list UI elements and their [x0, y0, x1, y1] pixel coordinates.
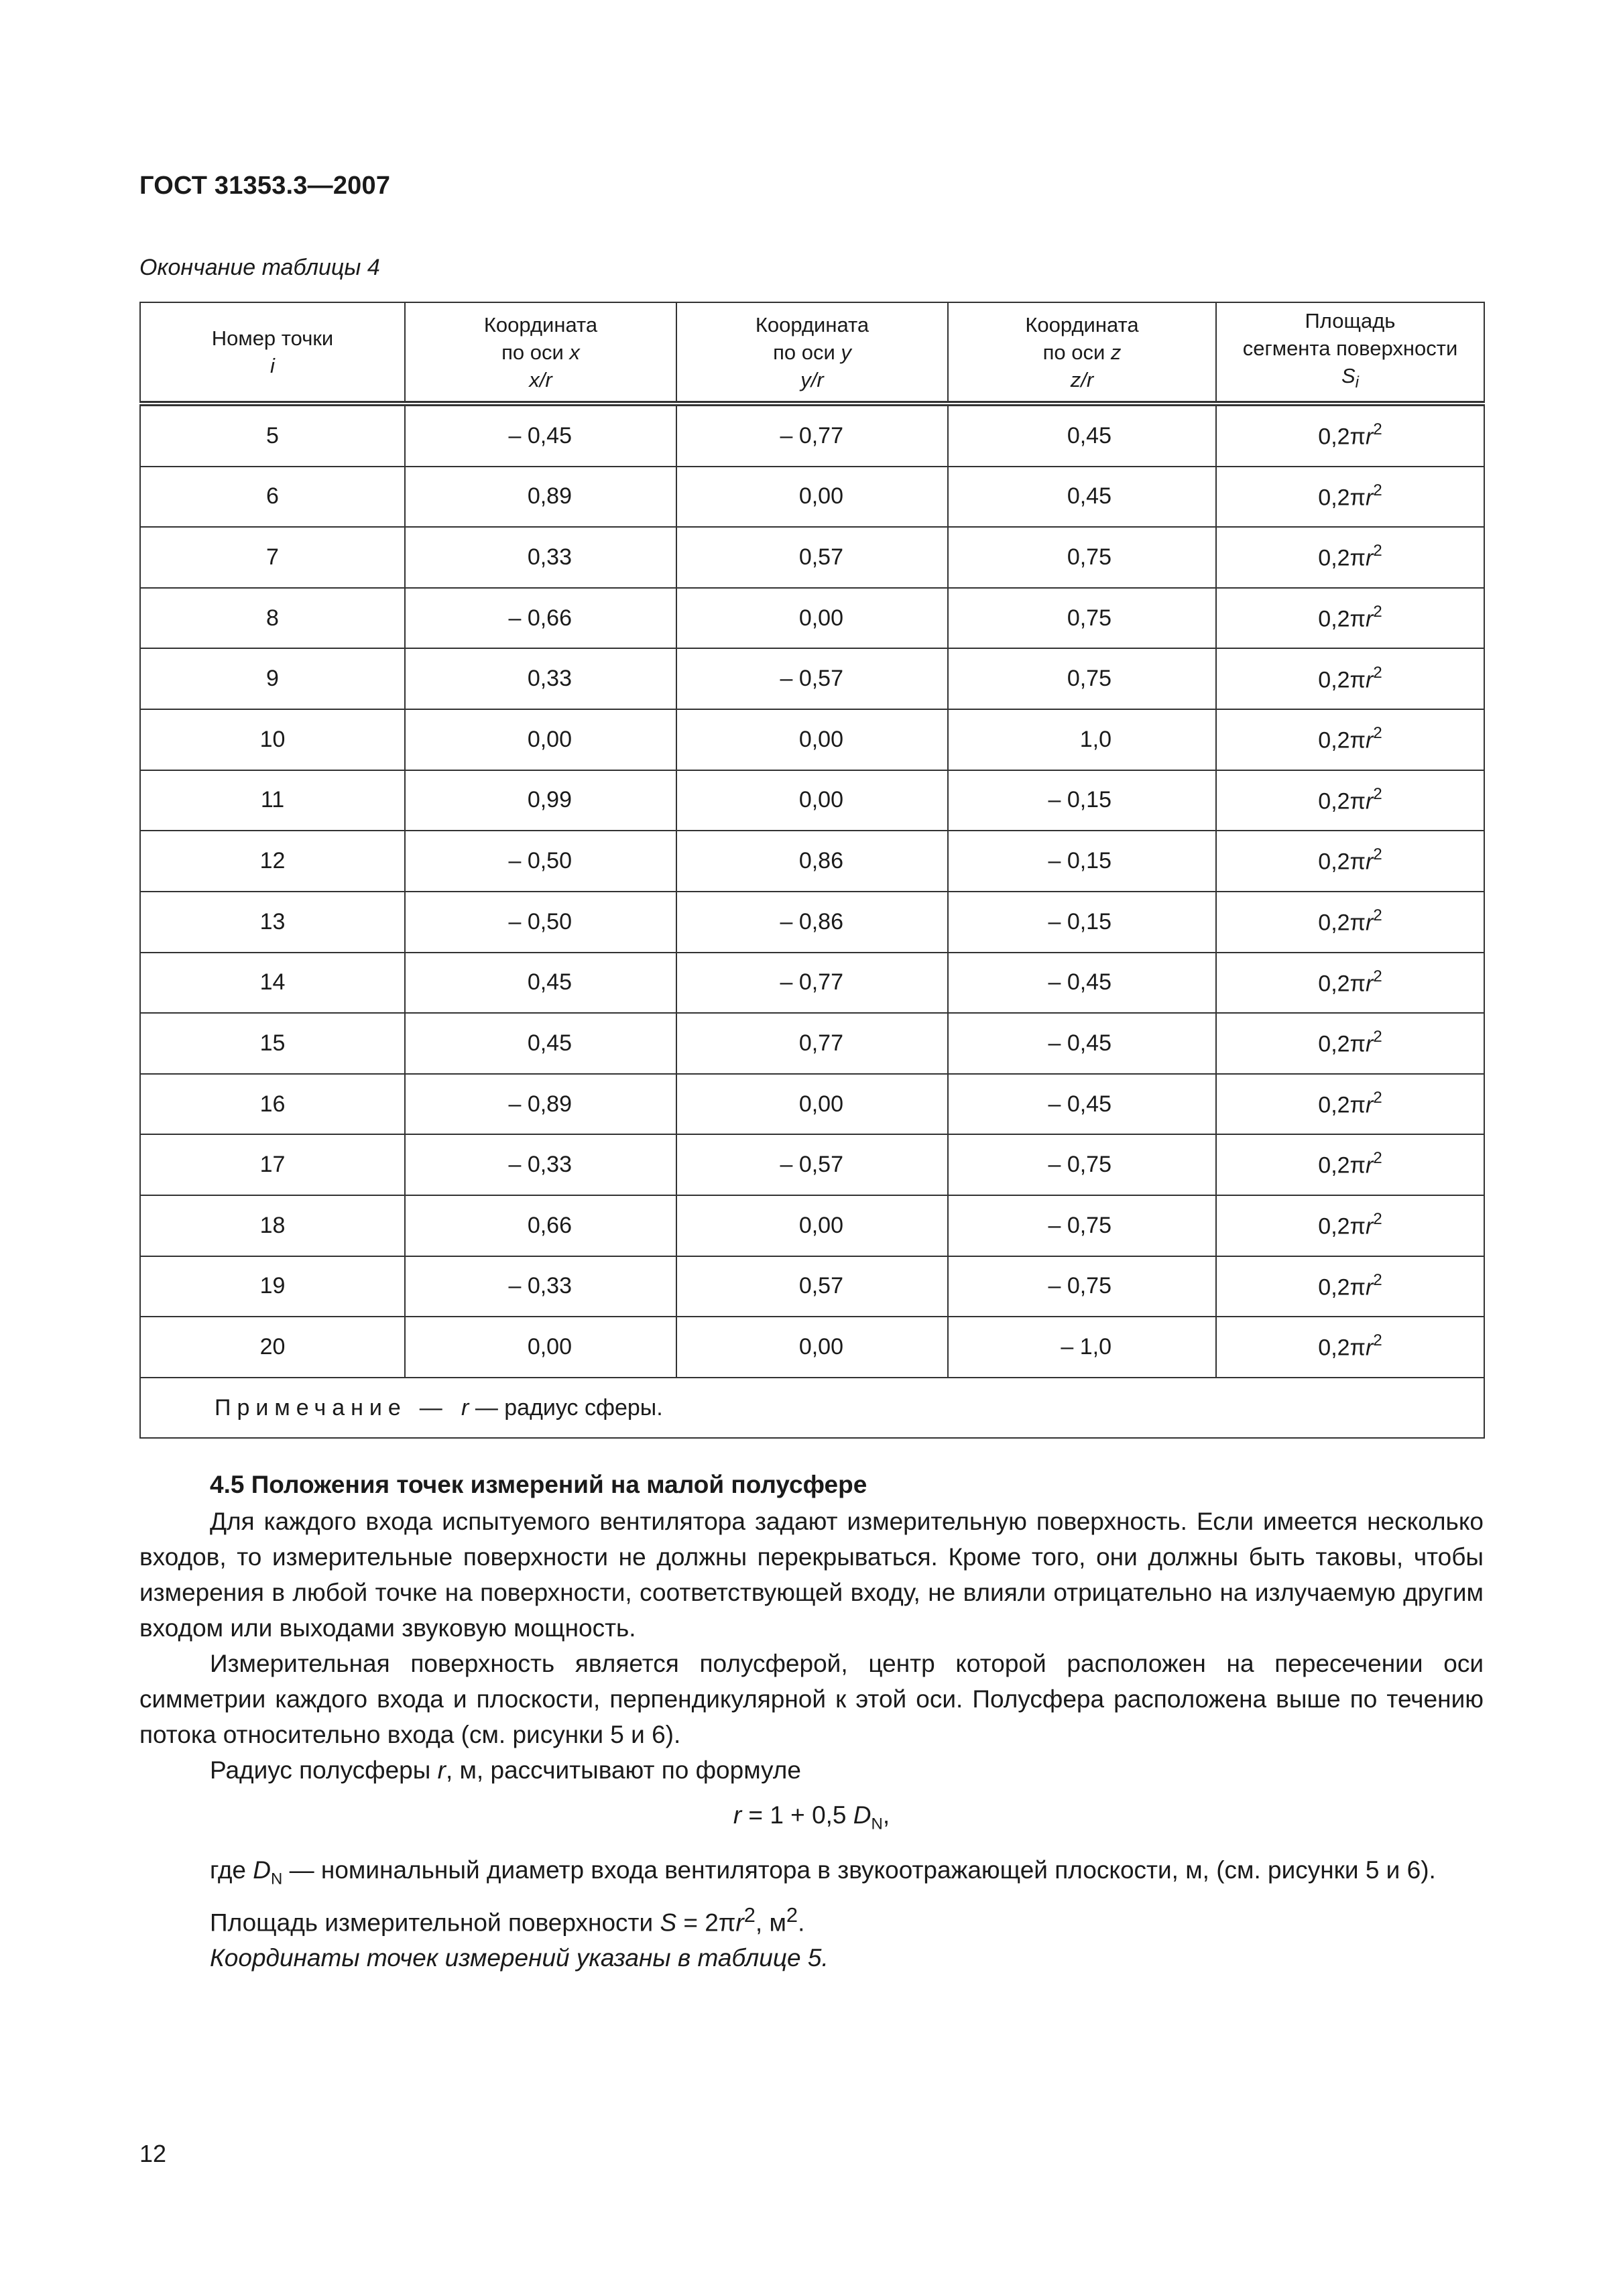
math-variable: r [735, 1909, 744, 1937]
math-exponent: 2 [786, 1902, 798, 1927]
header-symbol: z/r [1070, 367, 1094, 391]
area-exponent: 2 [1373, 1028, 1382, 1046]
document-code: ГОСТ 31353.3—2007 [139, 172, 391, 200]
table-caption: Окончание таблицы 4 [139, 255, 380, 280]
cell-y: 0,00 [676, 1074, 948, 1135]
header-axis: по оси y [773, 340, 851, 364]
cell-x: 0,45 [405, 1013, 676, 1074]
cell-z: – 0,45 [948, 1013, 1216, 1074]
cell-point-number: 9 [140, 648, 405, 709]
table-row [140, 1256, 1484, 1317]
area-variable: r [1366, 1092, 1374, 1118]
area-coefficient: 0,2π [1318, 1213, 1366, 1240]
cell-z: – 0,15 [948, 892, 1216, 953]
area-variable: r [1366, 666, 1374, 692]
area-exponent: 2 [1373, 784, 1382, 803]
area-variable: r [1366, 1213, 1374, 1240]
area-coefficient: 0,2π [1318, 910, 1366, 936]
cell-point-number: 17 [140, 1134, 405, 1195]
area-exponent: 2 [1373, 845, 1382, 864]
header-text: Координата [1025, 312, 1139, 337]
cell-y: – 0,77 [676, 404, 948, 467]
cell-y: 0,00 [676, 467, 948, 528]
header-symbol: $S_i$ [1341, 364, 1360, 392]
text-run: , м, рассчитывают по формуле [445, 1756, 801, 1784]
area-variable: r [1366, 727, 1374, 753]
cell-y: 0,86 [676, 831, 948, 892]
text-run: Площадь измерительной поверхности [210, 1909, 660, 1937]
cell-x: – 0,50 [405, 831, 676, 892]
cell-y: 0,00 [676, 709, 948, 770]
table-row [140, 467, 1484, 528]
table-row [140, 1134, 1484, 1195]
math-variable: r [733, 1801, 742, 1829]
cell-z: 0,75 [948, 648, 1216, 709]
cell-y: 0,00 [676, 588, 948, 649]
area-coefficient: 0,2π [1318, 424, 1366, 450]
table-row [140, 831, 1484, 892]
radius-formula [139, 1797, 1484, 1841]
cell-point-number: 18 [140, 1195, 405, 1256]
column-header-y [676, 302, 948, 404]
cell-area [1216, 1256, 1484, 1317]
area-exponent: 2 [1373, 1270, 1382, 1289]
math-variable: S [660, 1909, 677, 1937]
area-exponent: 2 [1373, 724, 1382, 743]
area-coefficient: 0,2π [1318, 1335, 1366, 1361]
cell-x: – 0,33 [405, 1134, 676, 1195]
cell-z: – 1,0 [948, 1317, 1216, 1378]
math-subscript: N [871, 1815, 883, 1833]
area-exponent: 2 [1373, 420, 1382, 439]
header-text: Координата [483, 312, 598, 337]
area-coefficient: 0,2π [1318, 970, 1366, 996]
math-exponent: 2 [743, 1902, 756, 1927]
area-coefficient: 0,2π [1318, 788, 1366, 814]
cell-area [1216, 953, 1484, 1014]
table-row [140, 588, 1484, 649]
cell-z: 0,45 [948, 404, 1216, 467]
table-row [140, 892, 1484, 953]
column-header-x [405, 302, 676, 404]
area-coefficient: 0,2π [1318, 1092, 1366, 1118]
column-header-z [948, 302, 1216, 404]
cell-x: 0,45 [405, 953, 676, 1014]
header-axis: по оси x [501, 340, 580, 364]
area-variable: r [1366, 545, 1374, 571]
cell-y: 0,00 [676, 1317, 948, 1378]
header-symbol: i [270, 354, 275, 377]
note-text: — радиус сферы. [475, 1394, 663, 1421]
cell-y: – 0,86 [676, 892, 948, 953]
cell-x: 0,00 [405, 1317, 676, 1378]
note-dash: — [419, 1394, 442, 1421]
cell-x: 0,33 [405, 527, 676, 588]
area-coefficient: 0,2π [1318, 485, 1366, 511]
paragraph-3 [139, 1752, 1484, 1788]
column-header-area [1216, 302, 1484, 404]
cell-y: – 0,77 [676, 953, 948, 1014]
area-coefficient: 0,2π [1318, 849, 1366, 875]
area-exponent: 2 [1373, 906, 1382, 925]
area-variable: r [1366, 788, 1374, 814]
header-text: сегмента поверхности [1242, 337, 1458, 361]
area-exponent: 2 [1373, 1088, 1382, 1107]
paragraph-2: Измерительная поверхность является полусферой, центр которой расположен на пересечении оси симметрии каждого входа и плоскости, перпендикулярной к этой оси. Полусфера расположена выше по течению потока относительно входа (см. рисунки 5 и 6). [139, 1650, 1484, 1748]
cell-area [1216, 1317, 1484, 1378]
area-exponent: 2 [1373, 542, 1382, 560]
cell-z: 0,75 [948, 588, 1216, 649]
table-row [140, 648, 1484, 709]
cell-area [1216, 1134, 1484, 1195]
cell-point-number: 19 [140, 1256, 405, 1317]
area-coefficient: 0,2π [1318, 1152, 1366, 1179]
math-variable: D [253, 1856, 272, 1884]
cell-x: 0,99 [405, 770, 676, 831]
table-body [140, 404, 1484, 1378]
math-text: , м [755, 1909, 786, 1937]
cell-point-number: 7 [140, 527, 405, 588]
paragraph-4 [139, 1852, 1484, 1896]
cell-point-number: 6 [140, 467, 405, 528]
coordinates-table [139, 302, 1484, 1439]
text-run: — номинальный диаметр входа вентилятора в звукоотражающей плоскости, м, (см. рисунки 5 и 6). [282, 1856, 1436, 1884]
cell-area [1216, 648, 1484, 709]
paragraph-5 [139, 1897, 1484, 1940]
cell-x: – 0,66 [405, 588, 676, 649]
table-row [140, 953, 1484, 1014]
cell-area [1216, 467, 1484, 528]
area-exponent: 2 [1373, 1331, 1382, 1350]
cell-x: 0,89 [405, 467, 676, 528]
cell-z: – 0,15 [948, 770, 1216, 831]
header-text: Номер точки [211, 326, 334, 350]
cell-x: – 0,33 [405, 1256, 676, 1317]
area-coefficient: 0,2π [1318, 666, 1366, 692]
cell-z: – 0,75 [948, 1195, 1216, 1256]
area-variable: r [1366, 1152, 1374, 1179]
table-row [140, 1195, 1484, 1256]
cell-point-number: 12 [140, 831, 405, 892]
area-exponent: 2 [1373, 481, 1382, 499]
cell-x: – 0,45 [405, 404, 676, 467]
area-exponent: 2 [1373, 1210, 1382, 1229]
math-variable: D [853, 1801, 871, 1829]
cell-area [1216, 588, 1484, 649]
cell-y: – 0,57 [676, 648, 948, 709]
section-title: 4.5 Положения точек измерений на малой полусфере [210, 1471, 867, 1498]
table-note [140, 1378, 1484, 1438]
cell-y: 0,00 [676, 1195, 948, 1256]
paragraph-1: Для каждого входа испытуемого вентилятора задают измерительную поверхность. Если имеется несколько входов, то измерительные поверхности не должны перекрываться. Кроме того, они должны быть таковы, чтобы измерения в любой точке на поверхности, соответствующей входу, не влияли отрицательно на излучаемую другим входом или выходами звуковую мощность. [139, 1508, 1484, 1642]
cell-x: 0,66 [405, 1195, 676, 1256]
header-symbol: x/r [529, 367, 552, 391]
area-variable: r [1366, 910, 1374, 936]
header-symbol: y/r [800, 367, 824, 391]
cell-point-number: 8 [140, 588, 405, 649]
cell-point-number: 5 [140, 404, 405, 467]
table-row [140, 527, 1484, 588]
table-row [140, 1074, 1484, 1135]
cell-z: – 0,45 [948, 953, 1216, 1014]
table-row [140, 770, 1484, 831]
math-text: = 1 + 0,5 [741, 1801, 853, 1829]
header-text: Площадь [1305, 309, 1396, 333]
cell-y: 0,00 [676, 770, 948, 831]
cell-area [1216, 1195, 1484, 1256]
area-exponent: 2 [1373, 603, 1382, 621]
area-coefficient: 0,2π [1318, 606, 1366, 632]
area-coefficient: 0,2π [1318, 1031, 1366, 1057]
note-label: Примечание [215, 1394, 407, 1421]
math-text: , [882, 1801, 890, 1829]
table-row [140, 1317, 1484, 1378]
cell-area [1216, 709, 1484, 770]
area-variable: r [1366, 606, 1374, 632]
cell-z: 0,75 [948, 527, 1216, 588]
cell-z: 1,0 [948, 709, 1216, 770]
header-text: Координата [755, 312, 869, 337]
cell-area [1216, 831, 1484, 892]
cell-area [1216, 404, 1484, 467]
math-text: . [798, 1909, 805, 1937]
cell-z: 0,45 [948, 467, 1216, 528]
table-header-row [140, 302, 1484, 404]
cell-z: – 0,75 [948, 1256, 1216, 1317]
area-variable: r [1366, 485, 1374, 511]
cell-z: – 0,75 [948, 1134, 1216, 1195]
table-row [140, 404, 1484, 467]
cell-y: 0,77 [676, 1013, 948, 1074]
area-variable: r [1366, 970, 1374, 996]
area-variable: r [1366, 849, 1374, 875]
cell-area [1216, 770, 1484, 831]
text-run: Радиус полусферы [210, 1756, 438, 1784]
math-subscript: N [271, 1870, 283, 1888]
table-row [140, 1013, 1484, 1074]
cell-x: 0,33 [405, 648, 676, 709]
area-variable: r [1366, 1031, 1374, 1057]
table-note-row [140, 1378, 1484, 1438]
cell-y: 0,57 [676, 1256, 948, 1317]
section-4-5 [139, 1467, 1484, 1976]
math-text: = 2π [676, 1909, 736, 1937]
area-variable: r [1366, 424, 1374, 450]
paragraph-6: Координаты точек измерений указаны в таблице 5. [210, 1944, 829, 1972]
cell-y: – 0,57 [676, 1134, 948, 1195]
cell-point-number: 20 [140, 1317, 405, 1378]
math-variable: r [437, 1756, 446, 1784]
area-exponent: 2 [1373, 967, 1382, 985]
column-header-point-number [140, 302, 405, 404]
area-variable: r [1366, 1274, 1374, 1301]
area-exponent: 2 [1373, 1149, 1382, 1168]
cell-z: – 0,15 [948, 831, 1216, 892]
header-axis: по оси z [1042, 340, 1122, 364]
cell-z: – 0,45 [948, 1074, 1216, 1135]
area-coefficient: 0,2π [1318, 727, 1366, 753]
cell-area [1216, 1013, 1484, 1074]
cell-x: – 0,89 [405, 1074, 676, 1135]
area-variable: r [1366, 1335, 1374, 1361]
area-coefficient: 0,2π [1318, 545, 1366, 571]
cell-point-number: 15 [140, 1013, 405, 1074]
cell-point-number: 14 [140, 953, 405, 1014]
text-run: где [210, 1856, 253, 1884]
cell-point-number: 13 [140, 892, 405, 953]
cell-area [1216, 892, 1484, 953]
cell-point-number: 16 [140, 1074, 405, 1135]
cell-point-number: 11 [140, 770, 405, 831]
cell-y: 0,57 [676, 527, 948, 588]
cell-point-number: 10 [140, 709, 405, 770]
cell-x: 0,00 [405, 709, 676, 770]
cell-area [1216, 1074, 1484, 1135]
note-variable: r [461, 1394, 469, 1421]
page-number: 12 [139, 2140, 167, 2167]
area-exponent: 2 [1373, 663, 1382, 682]
area-coefficient: 0,2π [1318, 1274, 1366, 1301]
cell-area [1216, 527, 1484, 588]
table-row [140, 709, 1484, 770]
cell-x: – 0,50 [405, 892, 676, 953]
